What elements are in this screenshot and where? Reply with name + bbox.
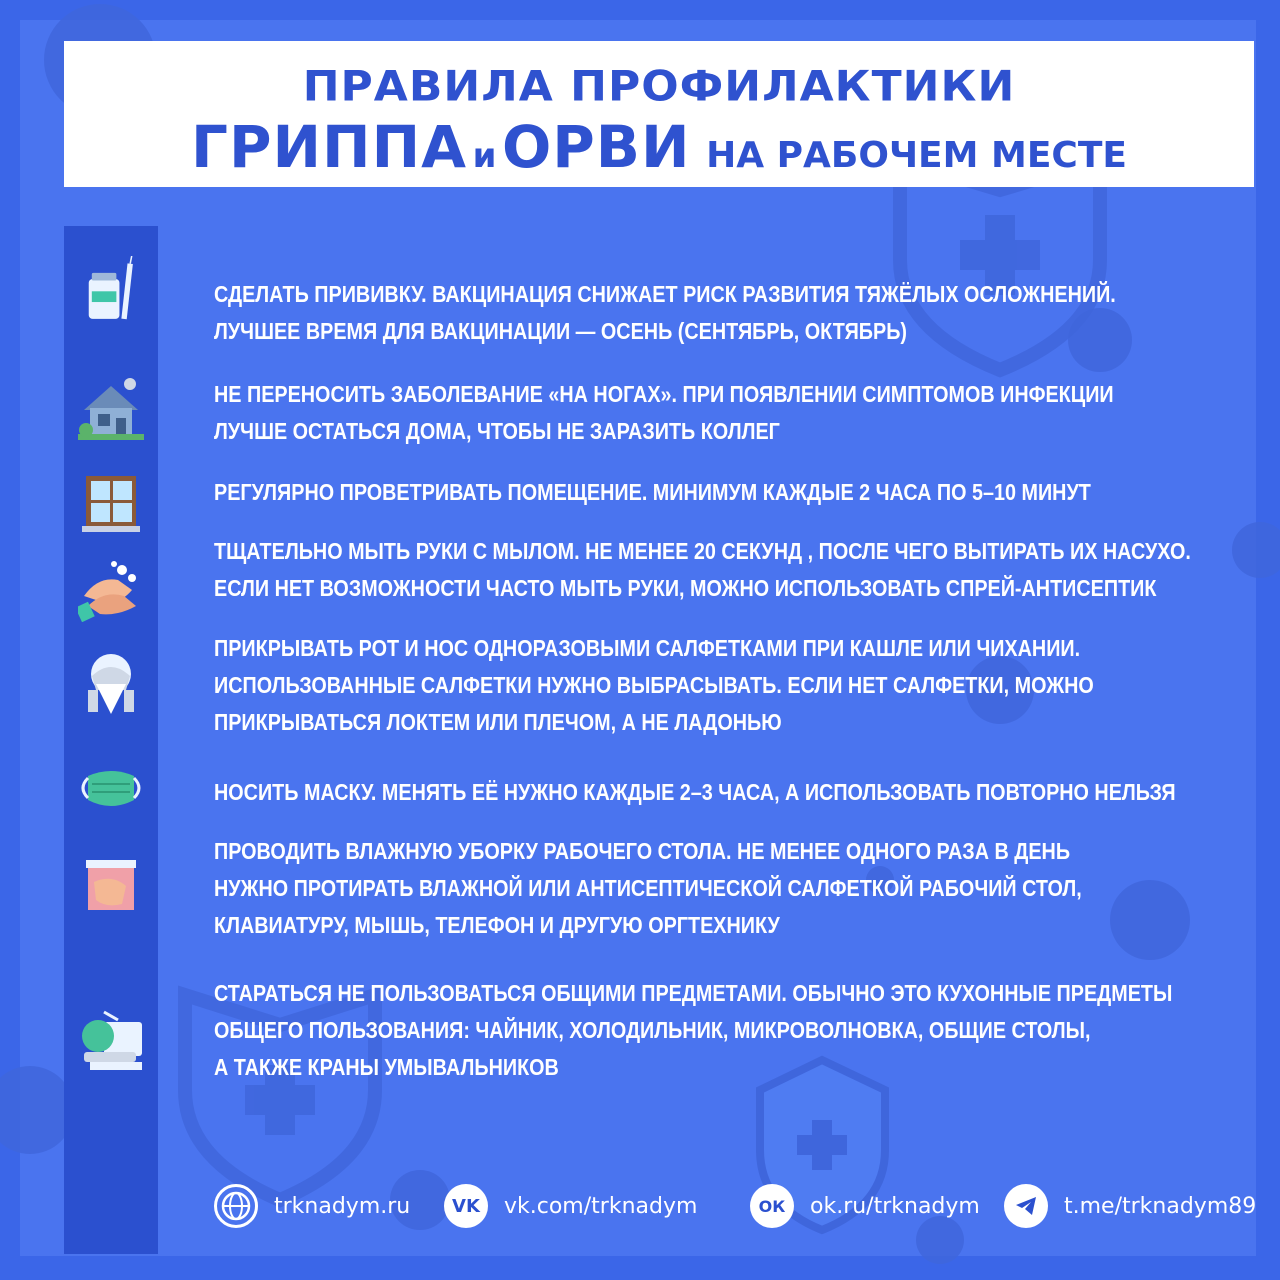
rule-hand-washing: ТЩАТЕЛЬНО МЫТЬ РУКИ С МЫЛОМ. НЕ МЕНЕЕ 20 СЕКУНД , ПОСЛЕ ЧЕГО ВЫТИРАТЬ ИХ НАСУХО. ЕСЛИ НЕТ ВОЗМОЖНОСТИ ЧАСТО МЫТЬ РУКИ, МОЖНО ИСПОЛЬЗОВАТЬ СПРЕЙ-АНТИСЕПТИК bbox=[214, 538, 1191, 601]
vk-icon: VK bbox=[444, 1184, 488, 1228]
rule-wear-mask: НОСИТЬ МАСКУ. МЕНЯТЬ ЕЁ НУЖНО КАЖДЫЕ 2–3 ЧАСА, А ИСПОЛЬЗОВАТЬ ПОВТОРНО НЕЛЬЗЯ bbox=[214, 779, 1176, 805]
title-and: и bbox=[472, 136, 497, 176]
rule-vaccination: СДЕЛАТЬ ПРИВИВКУ. ВАКЦИНАЦИЯ СНИЖАЕТ РИСК РАЗВИТИЯ ТЯЖЁЛЫХ ОСЛОЖНЕНИЙ. ЛУЧШЕЕ ВРЕМЯ ДЛЯ ВАКЦИНАЦИИ — ОСЕНЬ (СЕНТЯБРЬ, ОКТЯБРЬ) bbox=[214, 281, 1116, 344]
title-arvi: ОРВИ bbox=[501, 113, 691, 181]
site-link-text: trknadym.ru bbox=[274, 1193, 411, 1219]
title-workplace: НА РАБОЧЕМ МЕСТЕ bbox=[706, 135, 1127, 176]
footer-links bbox=[0, 1170, 1280, 1240]
rule-shared-items: СТАРАТЬСЯ НЕ ПОЛЬЗОВАТЬСЯ ОБЩИМИ ПРЕДМЕТАМИ. ОБЫЧНО ЭТО КУХОННЫЕ ПРЕДМЕТЫ ОБЩЕГО ПОЛЬЗОВАНИЯ: ЧАЙНИК, ХОЛОДИЛЬНИК, МИКРОВОЛНОВКА, ОБЩИЕ СТОЛЫ, А ТАКЖЕ КРАНЫ УМЫВАЛЬНИКОВ bbox=[214, 980, 1173, 1080]
rule-stay-home: НЕ ПЕРЕНОСИТЬ ЗАБОЛЕВАНИЕ «НА НОГАХ». ПРИ ПОЯВЛЕНИИ СИМПТОМОВ ИНФЕКЦИИ ЛУЧШЕ ОСТАТЬСЯ ДОМА, ЧТОБЫ НЕ ЗАРАЗИТЬ КОЛЛЕГ bbox=[214, 381, 1114, 444]
icon-sidebar bbox=[64, 226, 158, 1254]
virus-icon bbox=[0, 1066, 74, 1154]
ok-link-text: ok.ru/trknadym bbox=[810, 1193, 980, 1219]
rule-cover-mouth: ПРИКРЫВАТЬ РОТ И НОС ОДНОРАЗОВЫМИ САЛФЕТКАМИ ПРИ КАШЛЕ ИЛИ ЧИХАНИИ. ИСПОЛЬЗОВАННЫЕ САЛФЕТКИ НУЖНО ВЫБРАСЫВАТЬ. ЕСЛИ НЕТ САЛФЕТКИ, МОЖНО ПРИКРЫВАТЬСЯ ЛОКТЕМ ИЛИ ПЛЕЧОМ, А НЕ ЛАДОНЬЮ bbox=[214, 635, 1094, 735]
title-line-1: ПРАВИЛА ПРОФИЛАКТИКИ bbox=[302, 62, 1016, 111]
sneeze-icon bbox=[78, 650, 144, 716]
house-icon bbox=[78, 376, 144, 442]
mask-icon bbox=[78, 756, 144, 822]
site-link[interactable] bbox=[214, 1184, 410, 1228]
vaccine-icon bbox=[78, 256, 144, 322]
telegram-link-text: t.me/trknadym89 bbox=[1064, 1193, 1257, 1219]
window-icon bbox=[78, 472, 144, 538]
rule-ventilation: РЕГУЛЯРНО ПРОВЕТРИВАТЬ ПОМЕЩЕНИЕ. МИНИМУМ КАЖДЫЕ 2 ЧАСА ПО 5–10 МИНУТ bbox=[214, 479, 1091, 505]
vk-link[interactable] bbox=[444, 1184, 697, 1228]
globe-icon bbox=[214, 1184, 258, 1228]
kitchen-icon bbox=[78, 1008, 144, 1074]
rule-wet-cleaning: ПРОВОДИТЬ ВЛАЖНУЮ УБОРКУ РАБОЧЕГО СТОЛА. НЕ МЕНЕЕ ОДНОГО РАЗА В ДЕНЬ НУЖНО ПРОТИРАТЬ ВЛАЖНОЙ ИЛИ АНТИСЕПТИЧЕСКОЙ САЛФЕТКОЙ РАБОЧИЙ СТОЛ, КЛАВИАТУРУ, МЫШЬ, ТЕЛЕФОН И ДРУГУЮ ОРГТЕХНИКУ bbox=[214, 838, 1082, 938]
telegram-link[interactable] bbox=[1004, 1184, 1256, 1228]
title-flu: ГРИППА bbox=[191, 113, 467, 181]
wipe-icon bbox=[78, 852, 144, 918]
vk-link-text: vk.com/trknadym bbox=[504, 1193, 698, 1219]
virus-icon bbox=[1232, 522, 1280, 578]
telegram-icon bbox=[1004, 1184, 1048, 1228]
title-line-2 bbox=[64, 113, 1254, 181]
header-banner bbox=[64, 41, 1254, 187]
ok-link[interactable] bbox=[750, 1184, 980, 1228]
hand-wash-icon bbox=[78, 556, 144, 622]
ok-icon: ОК bbox=[750, 1184, 794, 1228]
